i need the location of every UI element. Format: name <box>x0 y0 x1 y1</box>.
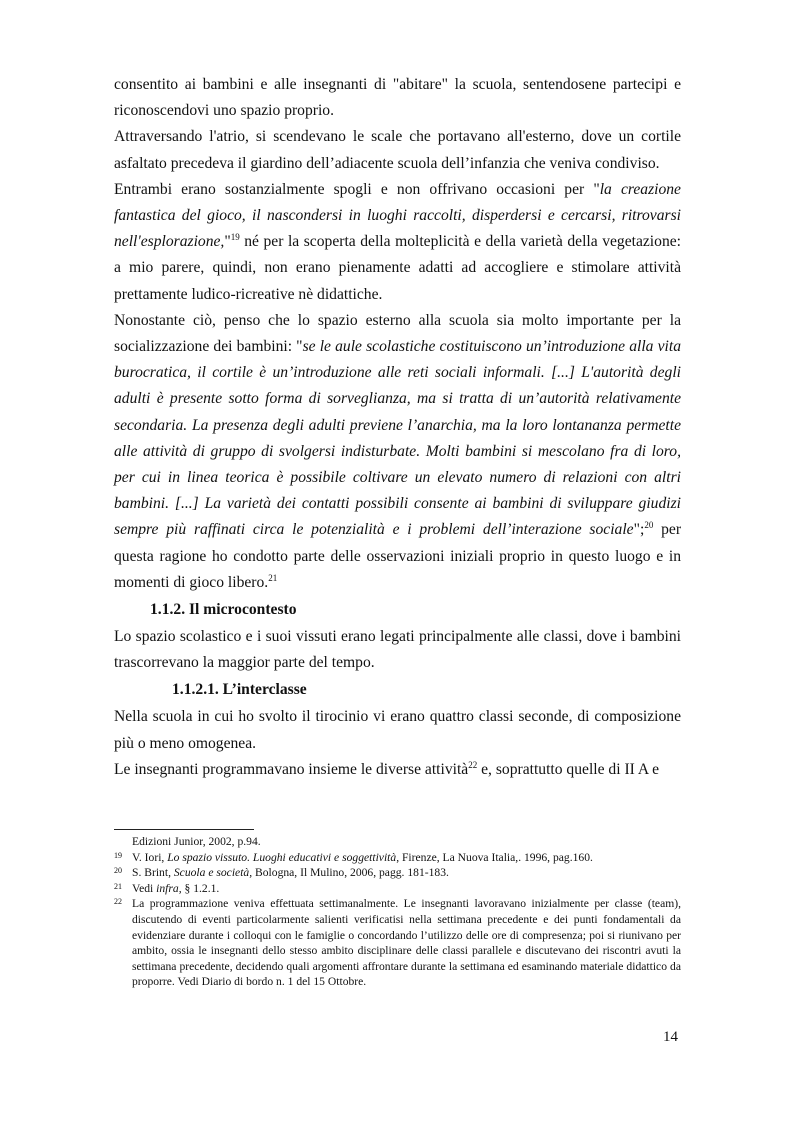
paragraph-text: né per la scoperta della molteplicità e della varietà della vegetazione: a mio parere, quindi, non erano pienamente adatti ad accogliere e stimolare attività prettamente ludico-ricreative nè didattiche. <box>114 233 681 303</box>
paragraph <box>114 308 681 596</box>
footnote-continuation: Edizioni Junior, 2002, p.94. <box>132 835 261 848</box>
paragraph <box>114 757 681 783</box>
paragraph <box>114 704 681 756</box>
paragraph-text: Le insegnanti programmavano insieme le diverse attività <box>114 760 469 778</box>
footnote-number: 20 <box>114 866 122 876</box>
quotation: se le aule scolastiche costituiscono un’introduzione alla vita burocratica, il cortile è un’introduzione alle reti sociali informali. [...] L'autorità degli adulti è presente sotto forma di sorveglianza, ma si tratta di un’autorità relativamente secondaria. La presenza degli adulti previene l’anarchia, ma la loro lontananza permette alle attività di gruppo di svolgersi indisturbate. Molti bambini si mescolano fra di loro, per cui in linea teorica è possibile coltivare un elevato numero di relazioni con altri bambini. [...] La varietà dei contatti possibili consente ai bambini di sviluppare giudizi sempre più raffinati circa le potenzialità e i problemi dell’interazione sociale <box>114 338 681 539</box>
footnote-text: § 1.2.1. <box>181 881 220 895</box>
footnote-text: S. Brint, <box>132 866 174 880</box>
paragraph <box>114 72 681 124</box>
footnote-number: 22 <box>114 897 122 907</box>
body-text <box>114 72 681 783</box>
footnote-title: infra, <box>156 881 182 895</box>
paragraph-text: Nonostante ciò, penso che lo spazio esterno alla scuola sia molto importante per la socializzazione dei bambini: " <box>114 311 681 356</box>
paragraph <box>114 624 681 676</box>
footnote-text: La programmazione veniva effettuata settimanalmente. Le insegnanti lavoravano inizialmente per classe (team), discutendo di eventi particolarmente salienti verificatisi nella settimana precedente e dei punti fondamentali da evidenziare durante i colloqui con le famiglie o concordando l’utilizzo delle ore di compresenza; poi si riunivano per ambito, ossia le insegnanti dello stesso ambito disciplinare delle classi parallele e discutevano dei riscontri avuti la settimana precedente, decidendo quali argomenti affrontare durante la settimana ed esaminando materiale didattico da proporre. Vedi Diario di bordo n. 1 del 15 Ottobre. <box>132 897 681 989</box>
footnote-title: Lo spazio vissuto. Luoghi educativi e soggettività <box>167 850 397 864</box>
footnote-text: V. Iori, <box>132 850 168 864</box>
paragraph-text: per questa ragione ho condotto parte delle osservazioni iniziali proprio in questo luogo e in momenti di gioco libero. <box>114 521 682 591</box>
footnote-title: Scuola e società, <box>173 866 253 880</box>
footnote-divider <box>114 829 254 830</box>
quotation: la creazione fantastica del gioco, il nascondersi in luoghi raccolti, disperdersi e cercarsi, ritrovarsi nell'esplorazione, <box>114 180 681 251</box>
footnote-number: 19 <box>114 850 122 860</box>
paragraph-text: Nella scuola in cui ho svolto il tirocinio vi erano quattro classi seconde, di composizione più o meno omogenea. <box>114 708 681 752</box>
footnote-ref: 19 <box>230 232 240 243</box>
footnote-text: Bologna, Il Mulino, 2006, pagg. 181-183. <box>252 866 449 880</box>
footnote-ref: 21 <box>268 572 278 583</box>
footnote <box>114 896 681 990</box>
paragraph-text: consentito ai bambini e alle insegnanti di "abitare" la scuola, sentendosene partecipi e riconoscendovi uno spazio proprio. <box>114 76 681 120</box>
paragraph-text: "; <box>633 521 645 539</box>
footnotes <box>114 829 681 990</box>
paragraph-text: e, soprattutto quelle di II A e <box>477 760 660 778</box>
page-number: 14 <box>663 1029 678 1045</box>
paragraph <box>114 124 681 176</box>
footnote <box>114 865 681 881</box>
footnote <box>114 881 681 897</box>
paragraph-text: Attraversando l'atrio, si scendevano le scale che portavano all'esterno, dove un cortile asfaltato precedeva il giardino dell’adiacente scuola dell’infanzia che veniva condiviso. <box>114 128 681 172</box>
footnote-text: Vedi <box>132 881 157 895</box>
footnote <box>114 850 681 866</box>
subsection-heading: 1.1.2.1. L’interclasse <box>172 681 307 699</box>
paragraph-text: Entrambi erano sostanzialmente spogli e non offrivano occasioni per " <box>114 180 600 198</box>
footnote-text: , Firenze, La Nuova Italia,. 1996, pag.160. <box>396 850 593 864</box>
section-heading: 1.1.2. Il microcontesto <box>150 601 297 619</box>
footnote-ref: 20 <box>644 520 654 531</box>
paragraph-text: " <box>224 233 231 251</box>
footnote-ref: 22 <box>468 759 478 770</box>
footnote-number: 21 <box>114 881 122 891</box>
paragraph-text: Lo spazio scolastico e i suoi vissuti erano legati principalmente alle classi, dove i bambini trascorrevano la maggior parte del tempo. <box>114 628 681 672</box>
paragraph <box>114 177 681 308</box>
